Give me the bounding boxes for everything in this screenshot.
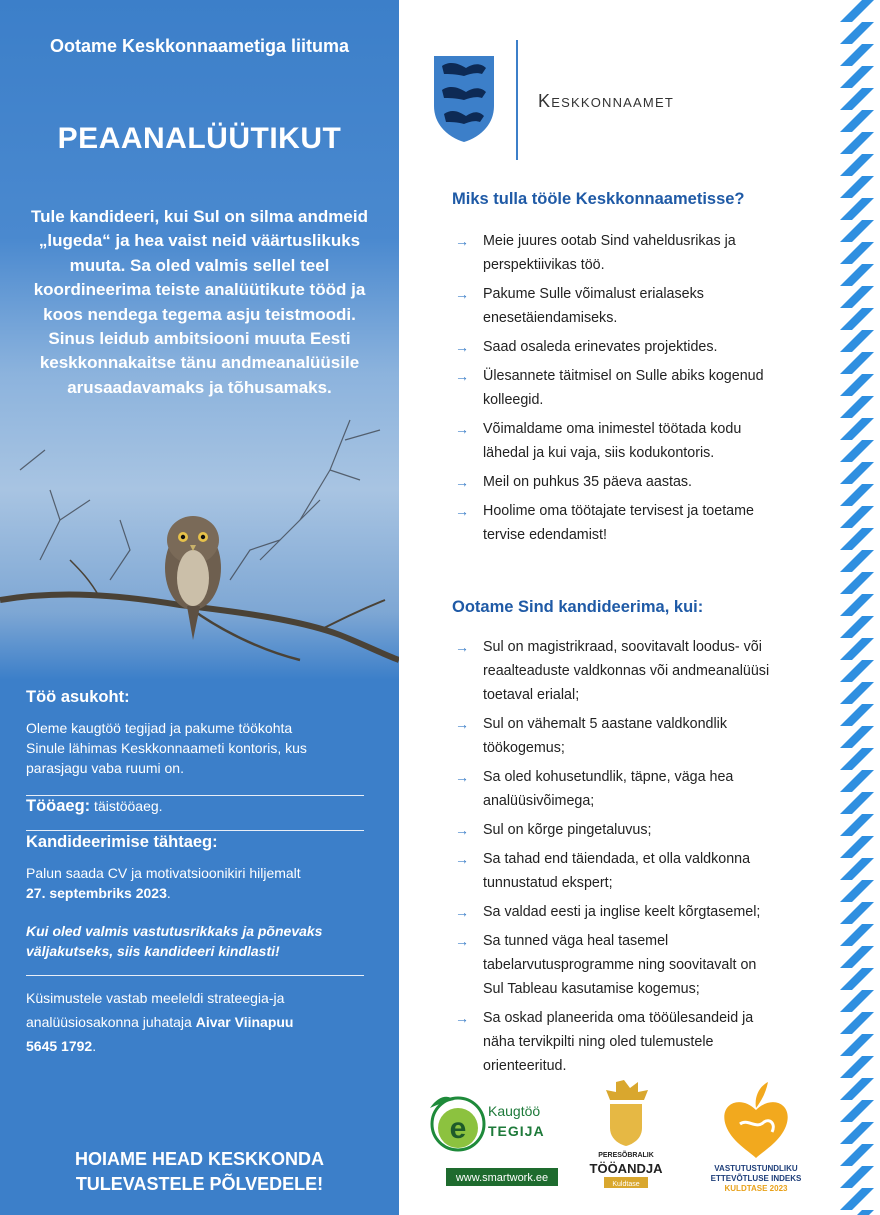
- arrow-right-icon: →: [455, 1010, 469, 1026]
- list-item: → Sa oskad planeerida oma tööülesandeid ja näha tervikpilti ning oled tulemustele orienteeritud.: [455, 1006, 805, 1078]
- list-item: → Sa tahad end täiendada, et olla valdkonna tunnustatud ekspert;: [455, 847, 805, 895]
- arrow-right-icon: →: [455, 851, 469, 867]
- arrow-right-icon: →: [455, 474, 469, 490]
- arrow-right-icon: →: [455, 286, 469, 302]
- why-heading: Miks tulla tööle Keskkonnaametisse?: [452, 190, 745, 208]
- apply-list: [455, 635, 805, 1083]
- list-item: → Saad osaleda erinevates projektides.: [455, 335, 805, 359]
- list-item: → Sul on kõrge pingetaluvus;: [455, 818, 805, 842]
- arrow-right-icon: →: [455, 933, 469, 949]
- slogan: HOIAME HEAD KESKKONDA TULEVASTELE PÕLVEDELE!: [74, 1149, 324, 1194]
- list-item: → Sa tunned väga heal tasemel tabelarvutusprogramme ning soovitavalt on Sul Tableau kasutamise kogemus;: [455, 929, 805, 1001]
- decorative-stripes: [832, 0, 880, 1215]
- svg-text:VASTUTUSTUNDLIKU: VASTUTUSTUNDLIKU: [714, 1164, 798, 1173]
- svg-text:ETTEVÕTLUSE INDEKS: ETTEVÕTLUSE INDEKS: [710, 1174, 802, 1183]
- svg-text:TÖÖANDJA: TÖÖANDJA: [589, 1161, 663, 1176]
- agency-name: Keskkonnaamet: [538, 91, 674, 111]
- arrow-right-icon: →: [455, 503, 469, 519]
- job-info: [26, 686, 364, 1058]
- keskkonnaamet-logo: [432, 40, 732, 162]
- divider: [26, 975, 364, 976]
- list-item: → Meil on puhkus 35 päeva aastas.: [455, 470, 805, 494]
- badges: [424, 1072, 824, 1215]
- svg-text:Kuldtase: Kuldtase: [612, 1181, 640, 1188]
- location-heading: Töö asukoht:: [26, 688, 130, 706]
- why-list: [455, 229, 805, 552]
- svg-text:Kaugtöö: Kaugtöö: [488, 1103, 541, 1119]
- svg-text:KULDTASE 2023: KULDTASE 2023: [724, 1184, 788, 1193]
- motivation-text: Kui oled valmis vastutusrikkaks ja põnevaks väljakutseks, siis kandideeri kindlasti!: [26, 923, 323, 959]
- arrow-right-icon: →: [455, 339, 469, 355]
- list-item: → Sul on magistrikraad, soovitavalt loodus- või reaalteaduste valdkonnas või andmeanalüüsi toetaval erialal;: [455, 635, 805, 707]
- list-item: → Võimaldame oma inimestel töötada kodu lähedal ja kui vaja, siis kodukontoris.: [455, 417, 805, 465]
- arrow-right-icon: →: [455, 904, 469, 920]
- join-title: Ootame Keskkonnaametiga liituma: [49, 36, 350, 56]
- deadline-text: Palun saada CV ja motivatsioonikiri hiljemalt 27. septembriks 2023.: [26, 865, 301, 901]
- arrow-right-icon: →: [455, 368, 469, 384]
- svg-text:TEGIJA: TEGIJA: [488, 1123, 545, 1139]
- arrow-right-icon: →: [455, 639, 469, 655]
- logo-divider: [516, 40, 518, 160]
- apply-heading: Ootame Sind kandideerima, kui:: [452, 598, 704, 616]
- arrow-right-icon: →: [455, 716, 469, 732]
- svg-text:e: e: [449, 1112, 467, 1145]
- arrow-right-icon: →: [455, 233, 469, 249]
- contact-info: Küsimustele vastab meeleldi strateegia-ja analüüsiosakonna juhataja Aivar Viinapuu 5645 1792.: [26, 990, 294, 1054]
- svg-text:www.smartwork.ee: www.smartwork.ee: [455, 1172, 549, 1184]
- csr-index-badge: [711, 1082, 802, 1193]
- left-panel: [0, 0, 399, 1215]
- location-text: Oleme kaugtöö tegijad ja pakume töökohta Sinule lähimas Keskkonnaameti kontoris, kus parasjagu vaba ruumi on.: [26, 720, 307, 776]
- contact-phone[interactable]: 5645 1792: [26, 1038, 93, 1054]
- list-item: → Ülesannete täitmisel on Sulle abiks kogenud kolleegid.: [455, 364, 805, 412]
- intro-text: Tule kandideeri, kui Sul on silma andmeid „lugeda“ ja hea vaist neid väärtuslikuks muuta. Sa oled valmis sellel teel koordineerima teiste analüütikute tööd ja koos nendega tegema asju teistmoodi. Sinus leidub ambitsiooni muuta Eesti keskkonnakaitse tänu andmeanalüüsile arusaadavamaks ja tõhusamaks.: [31, 207, 368, 397]
- deadline-heading: Kandideerimise tähtaeg:: [26, 833, 218, 851]
- list-item: → Sa valdad eesti ja inglise keelt kõrgtasemel;: [455, 900, 805, 924]
- list-item: → Hoolime oma töötajate tervisest ja toetame tervise edendamist!: [455, 499, 805, 547]
- deadline-date: 27. septembriks 2023: [26, 885, 167, 901]
- arrow-right-icon: →: [455, 421, 469, 437]
- list-item: → Sul on vähemalt 5 aastane valdkondlik töökogemus;: [455, 712, 805, 760]
- contact-name: Aivar Viinapuu: [195, 1014, 294, 1030]
- coat-of-arms-icon: [432, 54, 496, 144]
- list-item: → Sa oled kohusetundlik, täpne, väga hea analüüsivõimega;: [455, 765, 805, 813]
- svg-text:PERESÕBRALIK: PERESÕBRALIK: [598, 1152, 654, 1159]
- family-friendly-badge: [590, 1080, 664, 1188]
- job-title: PEAANALÜÜTIKUT: [57, 122, 342, 155]
- arrow-right-icon: →: [455, 822, 469, 838]
- smartwork-badge: [430, 1097, 558, 1186]
- worktime: Tööaeg: täistööaeg.: [26, 797, 163, 815]
- list-item: → Pakume Sulle võimalust erialaseks enesetäiendamiseks.: [455, 282, 805, 330]
- list-item: → Meie juures ootab Sind vaheldusrikas ja perspektiivikas töö.: [455, 229, 805, 277]
- arrow-right-icon: →: [455, 769, 469, 785]
